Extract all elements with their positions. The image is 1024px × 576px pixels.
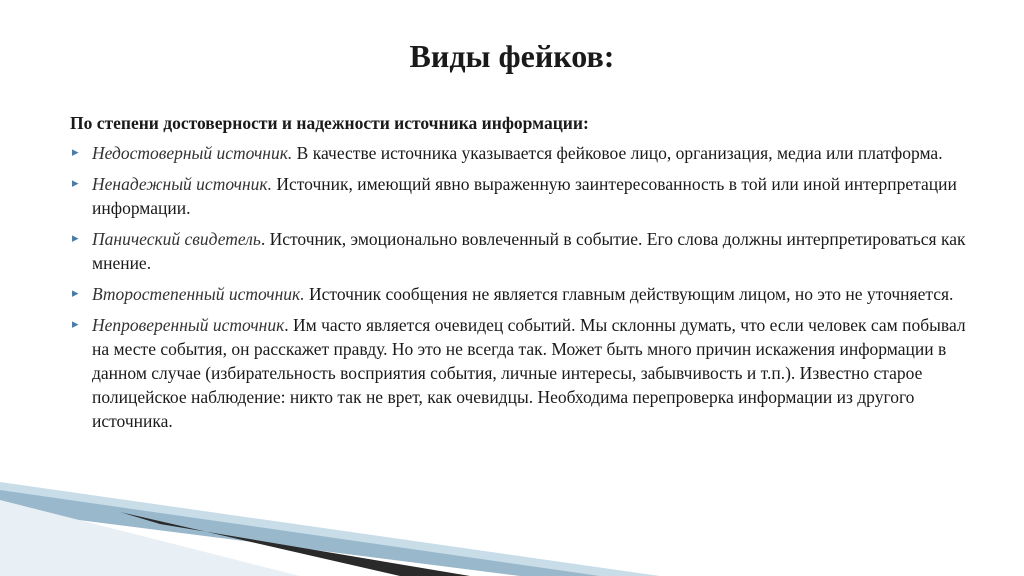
triangle-bullet-icon: ▸ bbox=[72, 145, 79, 160]
item-text: . Им часто является очевидец событий. Мы склонны думать, что если человек сам побывал на месте события, он расскажет правду. Но это не всегда так. Может быть много причин искажения информации в данном случае (избирательность восприятия события, личные интересы, забывчивость и т.п.). Известно старое полицейское наблюдение: никто так не врет, как очевидцы. Необходима перепроверка информации из другого источника. bbox=[92, 315, 966, 431]
triangle-bullet-icon: ▸ bbox=[72, 176, 79, 191]
triangle-bullet-icon: ▸ bbox=[72, 317, 79, 332]
triangle-bullet-icon: ▸ bbox=[72, 231, 79, 246]
list-item bbox=[70, 282, 970, 306]
list-item bbox=[70, 172, 970, 220]
item-term: Непроверенный источник bbox=[92, 315, 285, 335]
item-term: Недостоверный источник. bbox=[92, 143, 293, 163]
list-item bbox=[70, 141, 970, 165]
item-term: Ненадежный источник. bbox=[92, 174, 272, 194]
item-text: Источник, имеющий явно выраженную заинтересованность в той или иной интерпретации информации. bbox=[92, 174, 957, 218]
slide-title: Виды фейков: bbox=[409, 38, 615, 74]
item-text: В качестве источника указывается фейковое лицо, организация, медиа или платформа. bbox=[292, 143, 943, 163]
item-term: Второстепенный источник. bbox=[92, 284, 305, 304]
triangle-bullet-icon: ▸ bbox=[72, 286, 79, 301]
item-text: Источник сообщения не является главным действующим лицом, но это не уточняется. bbox=[304, 284, 954, 304]
slide-content bbox=[70, 111, 970, 440]
slide-subtitle: По степени достоверности и надежности источника информации: bbox=[70, 113, 589, 133]
item-text: . Источник, эмоционально вовлеченный в событие. Его слова должны интерпретироваться как мнение. bbox=[92, 229, 966, 273]
list-item bbox=[70, 227, 970, 275]
list-item bbox=[70, 313, 970, 433]
item-term: Панический свидетель bbox=[92, 229, 261, 249]
